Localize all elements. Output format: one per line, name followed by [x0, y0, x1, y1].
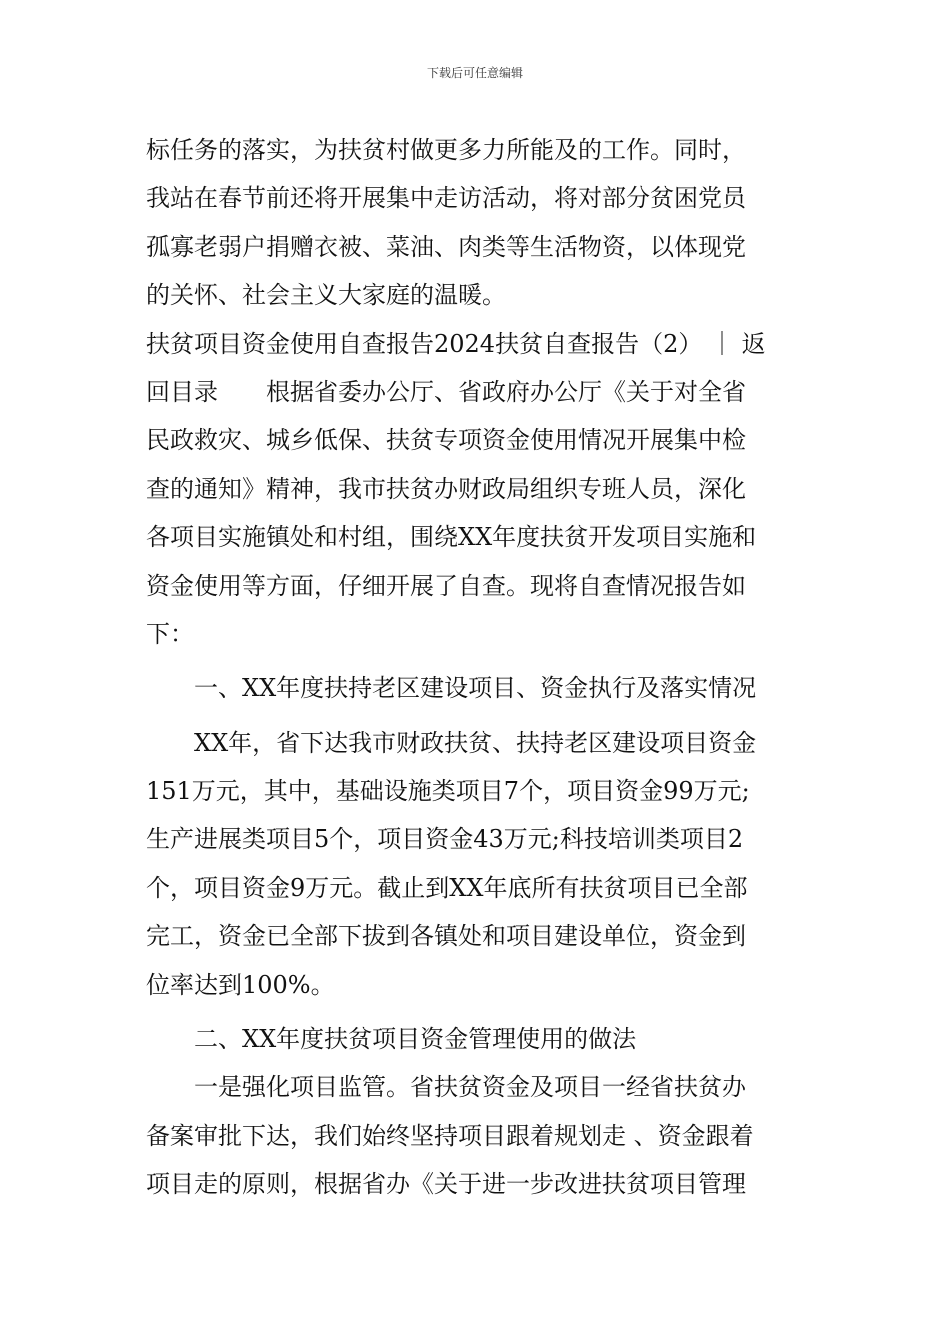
text-line: 生产进展类项目5个，项目资金43万元;科技培训类项目2 [146, 825, 744, 854]
text-line: 查的通知》精神，我市扶贫办财政局组织专班人员，深化 [146, 474, 746, 503]
text-line: 位率达到100%。 [146, 970, 335, 999]
section-title-line: 扶贫项目资金使用自查报告2024扶贫自查报告（2） ｜ 返 [146, 329, 766, 358]
text-line: 回目录 根据省委办公厅、省政府办公厅《关于对全省 [146, 377, 746, 406]
heading-line: 二、XX年度扶贫项目资金管理使用的做法 [194, 1025, 637, 1054]
text-line: 项目走的原则，根据省办《关于进一步改进扶贫项目管理 [146, 1170, 746, 1199]
text-line: 个，项目资金9万元。截止到XX年底所有扶贫项目已全部 [146, 873, 748, 902]
text-line: XX年，省下达我市财政扶贫、扶持老区建设项目资金 [194, 728, 757, 757]
heading-line: 一、XX年度扶持老区建设项目、资金执行及落实情况 [194, 674, 757, 703]
text-line: 下： [146, 619, 194, 648]
text-line: 资金使用等方面，仔细开展了自查。现将自查情况报告如 [146, 571, 746, 600]
text-line: 民政救灾、城乡低保、扶贫专项资金使用情况开展集中检 [146, 426, 746, 455]
text-line: 各项目实施镇处和村组，围绕XX年度扶贫开发项目实施和 [146, 523, 757, 552]
text-line: 孤寡老弱户捐赠衣被、菜油、肉类等生活物资，以体现党 [146, 232, 746, 261]
text-line: 的关怀、社会主义大家庭的温暖。 [146, 281, 506, 310]
text-line: 一是强化项目监管。省扶贫资金及项目一经省扶贫办 [194, 1073, 746, 1102]
document-body [146, 126, 814, 1209]
text-line: 我站在春节前还将开展集中走访活动，将对部分贫困党员 [146, 184, 746, 213]
text-line: 151万元，其中，基础设施类项目7个，项目资金99万元; [146, 777, 750, 806]
text-line: 备案审批下达，我们始终坚持项目跟着规划走 、资金跟着 [146, 1121, 754, 1150]
text-line: 标任务的落实，为扶贫村做更多力所能及的工作。同时， [146, 136, 746, 164]
page-header: 下载后可任意编辑 [426, 66, 523, 80]
text-line: 完工，资金已全部下拔到各镇处和项目建设单位，资金到 [146, 922, 746, 951]
